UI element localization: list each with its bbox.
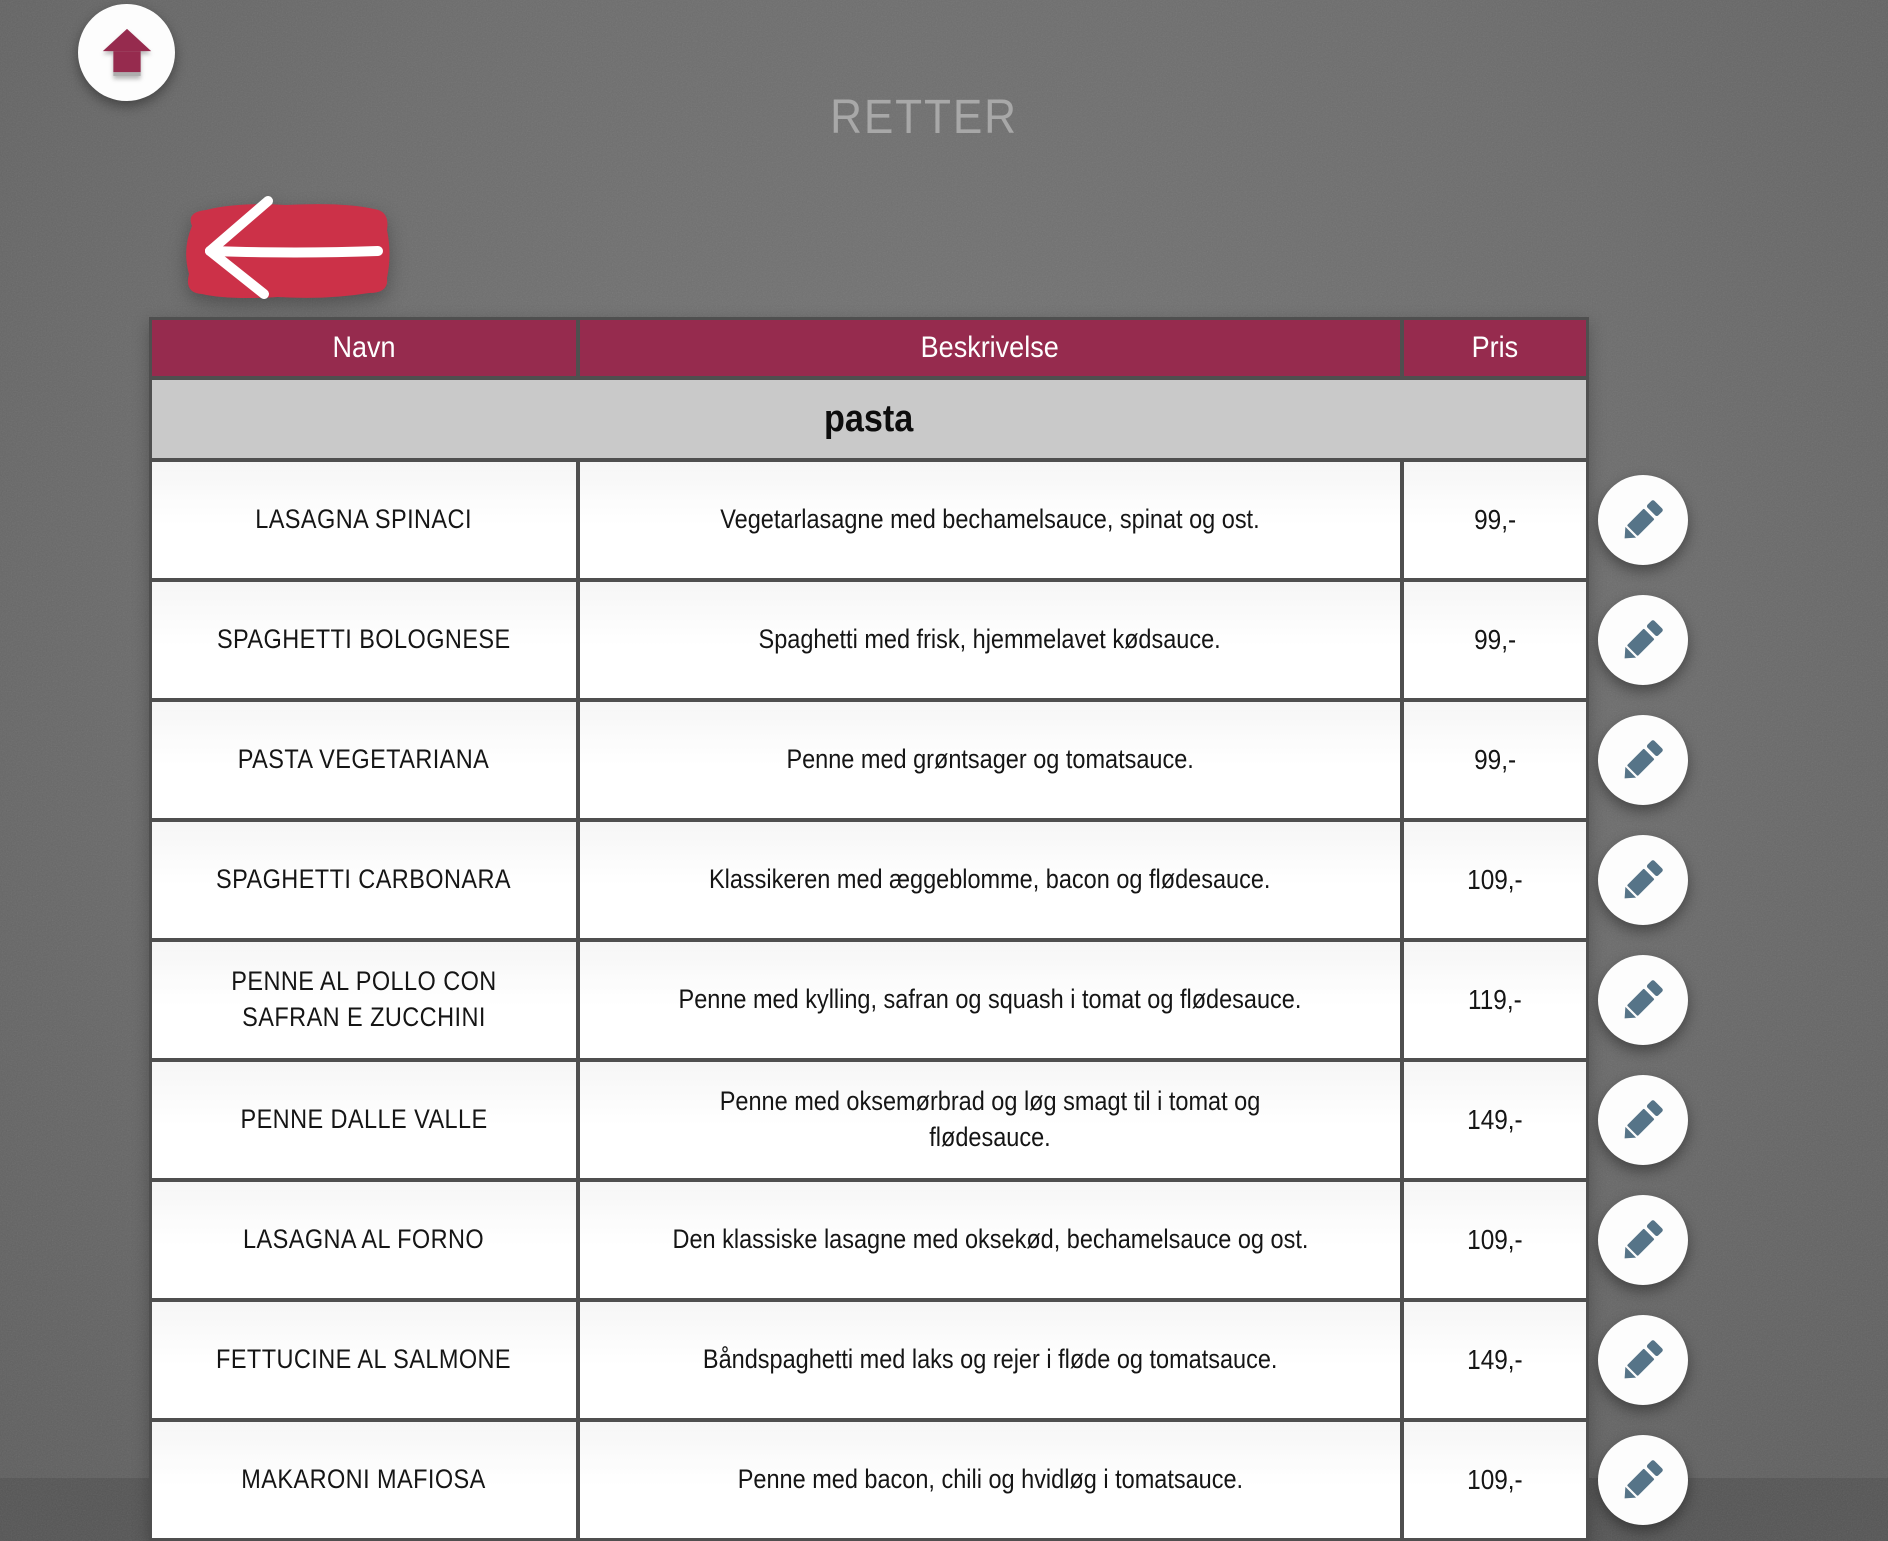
column-header-pris: Pris <box>1404 320 1586 376</box>
dish-description-cell: Klassikeren med æggeblomme, bacon og flødesauce. <box>580 822 1400 938</box>
edit-dish-button[interactable] <box>1598 715 1688 805</box>
edit-dish-button[interactable] <box>1598 475 1688 565</box>
dish-description-cell: Båndspaghetti med laks og rejer i fløde og tomatsauce. <box>580 1302 1400 1418</box>
dish-price-cell: 109,- <box>1404 822 1586 938</box>
dish-price-cell: 99,- <box>1404 462 1586 578</box>
dish-price-cell: 119,- <box>1404 942 1586 1058</box>
pencil-icon <box>1617 1454 1669 1506</box>
column-header-navn: Navn <box>152 320 576 376</box>
edit-dish-button[interactable] <box>1598 1435 1688 1525</box>
menu-table <box>149 317 1589 1541</box>
dish-name-cell: PENNE AL POLLO CON SAFRAN E ZUCCHINI <box>152 942 576 1058</box>
pencil-icon <box>1617 1094 1669 1146</box>
dish-price-cell: 99,- <box>1404 582 1586 698</box>
dish-name-cell: SPAGHETTI CARBONARA <box>152 822 576 938</box>
dish-description-cell: Penne med oksemørbrad og løg smagt til i tomat og flødesauce. <box>580 1062 1400 1178</box>
edit-dish-button[interactable] <box>1598 955 1688 1045</box>
pencil-icon <box>1617 1214 1669 1266</box>
edit-dish-button[interactable] <box>1598 835 1688 925</box>
pencil-icon <box>1617 854 1669 906</box>
dish-name-cell: LASAGNA SPINACI <box>152 462 576 578</box>
edit-dish-button[interactable] <box>1598 1315 1688 1405</box>
home-button[interactable] <box>78 4 175 101</box>
dish-name-cell: SPAGHETTI BOLOGNESE <box>152 582 576 698</box>
edit-dish-button[interactable] <box>1598 595 1688 685</box>
dish-description-cell: Spaghetti med frisk, hjemmelavet kødsauce. <box>580 582 1400 698</box>
dish-price-cell: 109,- <box>1404 1182 1586 1298</box>
home-icon <box>96 22 158 84</box>
dish-description-cell: Den klassiske lasagne med oksekød, bechamelsauce og ost. <box>580 1182 1400 1298</box>
category-row-pasta: pasta <box>152 380 1586 458</box>
back-button[interactable] <box>176 192 396 308</box>
dish-price-cell: 99,- <box>1404 702 1586 818</box>
column-header-beskrivelse: Beskrivelse <box>580 320 1400 376</box>
dish-description-cell: Penne med kylling, safran og squash i tomat og flødesauce. <box>580 942 1400 1058</box>
edit-dish-button[interactable] <box>1598 1075 1688 1165</box>
dish-description-cell: Penne med grøntsager og tomatsauce. <box>580 702 1400 818</box>
dish-name-cell: MAKARONI MAFIOSA <box>152 1422 576 1538</box>
dish-name-cell: FETTUCINE AL SALMONE <box>152 1302 576 1418</box>
edit-dish-button[interactable] <box>1598 1195 1688 1285</box>
pencil-icon <box>1617 494 1669 546</box>
dish-description-cell: Vegetarlasagne med bechamelsauce, spinat og ost. <box>580 462 1400 578</box>
back-arrow-icon <box>176 192 396 308</box>
dish-name-cell: LASAGNA AL FORNO <box>152 1182 576 1298</box>
page-title: RETTER <box>830 91 1018 144</box>
pencil-icon <box>1617 1334 1669 1386</box>
dish-price-cell: 149,- <box>1404 1062 1586 1178</box>
pencil-icon <box>1617 614 1669 666</box>
dish-price-cell: 109,- <box>1404 1422 1586 1538</box>
dish-price-cell: 149,- <box>1404 1302 1586 1418</box>
dish-name-cell: PENNE DALLE VALLE <box>152 1062 576 1178</box>
pencil-icon <box>1617 974 1669 1026</box>
dish-description-cell: Penne med bacon, chili og hvidløg i tomatsauce. <box>580 1422 1400 1538</box>
dish-name-cell: PASTA VEGETARIANA <box>152 702 576 818</box>
pencil-icon <box>1617 734 1669 786</box>
